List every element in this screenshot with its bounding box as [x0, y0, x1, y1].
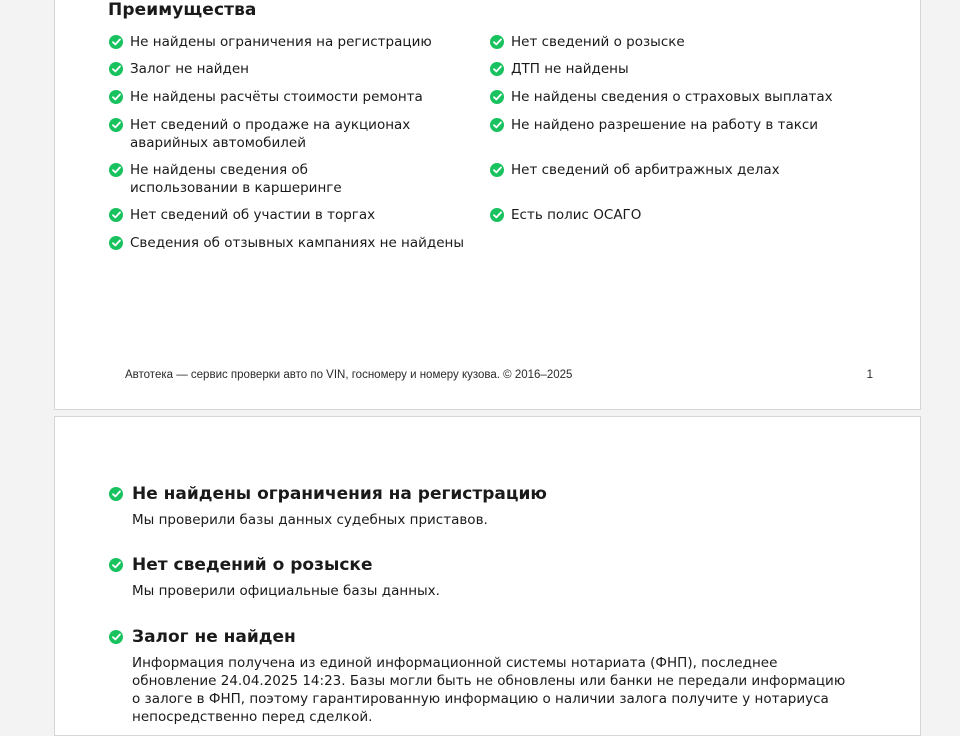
detail-section — [109, 627, 849, 726]
check-circle-icon — [109, 35, 123, 49]
advantage-item — [109, 33, 479, 51]
check-circle-icon — [490, 62, 504, 76]
advantage-item — [109, 206, 479, 224]
report-page-2 — [54, 416, 921, 736]
detail-section — [109, 484, 849, 529]
advantage-item — [490, 116, 870, 134]
report-page-1 — [54, 0, 921, 410]
check-circle-icon — [109, 558, 123, 572]
check-circle-icon — [109, 236, 123, 250]
advantage-label: ДТП не найдены — [511, 61, 629, 77]
check-circle-icon — [109, 118, 123, 132]
page-number: 1 — [866, 369, 873, 381]
section-description: Мы проверили официальные базы данных. — [132, 583, 440, 599]
advantage-item — [109, 88, 479, 106]
check-circle-icon — [109, 487, 123, 501]
advantage-label: Нет сведений о розыске — [511, 34, 685, 50]
check-circle-icon — [109, 208, 123, 222]
advantage-label: Сведения об отзывных кампаниях не найдены — [130, 235, 465, 251]
advantage-item — [490, 161, 870, 179]
section-title: Залог не найден — [132, 627, 296, 647]
advantage-label: Не найдены сведения о страховых выплатах — [511, 89, 833, 105]
check-circle-icon — [109, 62, 123, 76]
advantage-label: Не найдены ограничения на регистрацию — [130, 34, 432, 50]
section-description: Мы проверили базы данных судебных приставов. — [132, 512, 488, 528]
advantage-item — [109, 234, 479, 252]
advantages-title: Преимущества — [108, 0, 257, 20]
advantage-item — [109, 116, 479, 152]
advantage-item — [490, 206, 870, 224]
advantage-item — [490, 88, 870, 106]
check-circle-icon — [490, 90, 504, 104]
check-circle-icon — [109, 163, 123, 177]
advantage-label: Есть полис ОСАГО — [511, 207, 642, 223]
page-footer: Автотека — сервис проверки авто по VIN, госномеру и номеру кузова. © 2016–2025 — [125, 369, 573, 381]
advantage-label: Нет сведений об арбитражных делах — [511, 162, 780, 178]
advantage-item — [109, 60, 479, 78]
advantage-label: Не найдены расчёты стоимости ремонта — [130, 89, 423, 105]
section-header — [109, 555, 849, 575]
section-header — [109, 627, 849, 647]
advantage-label: Не найдено разрешение на работу в такси — [511, 117, 819, 133]
advantage-label: Залог не найден — [130, 61, 249, 77]
check-circle-icon — [490, 118, 504, 132]
check-circle-icon — [109, 630, 123, 644]
check-circle-icon — [490, 163, 504, 177]
detail-section — [109, 555, 849, 600]
advantage-item — [490, 60, 870, 78]
check-circle-icon — [490, 35, 504, 49]
section-title: Нет сведений о розыске — [132, 555, 373, 575]
advantage-label: Не найдены сведения об использовании в каршеринге — [130, 162, 342, 196]
check-circle-icon — [109, 90, 123, 104]
advantage-label: Нет сведений о продаже на аукционах аварийных автомобилей — [130, 117, 411, 151]
check-circle-icon — [490, 208, 504, 222]
advantage-item — [109, 161, 479, 197]
advantage-item — [490, 33, 870, 51]
section-title: Не найдены ограничения на регистрацию — [132, 484, 547, 504]
section-description: Информация получена из единой информационной системы нотариата (ФНП), последнее обновление 24.04.2025 14:23. Базы могли быть не обновлены или банки не передали информацию о залоге в ФНП, поэтому гарантированную информацию о наличии залога получите у нотариуса непосредственно перед сделкой. — [132, 655, 846, 725]
section-header — [109, 484, 849, 504]
advantage-label: Нет сведений об участии в торгах — [130, 207, 376, 223]
